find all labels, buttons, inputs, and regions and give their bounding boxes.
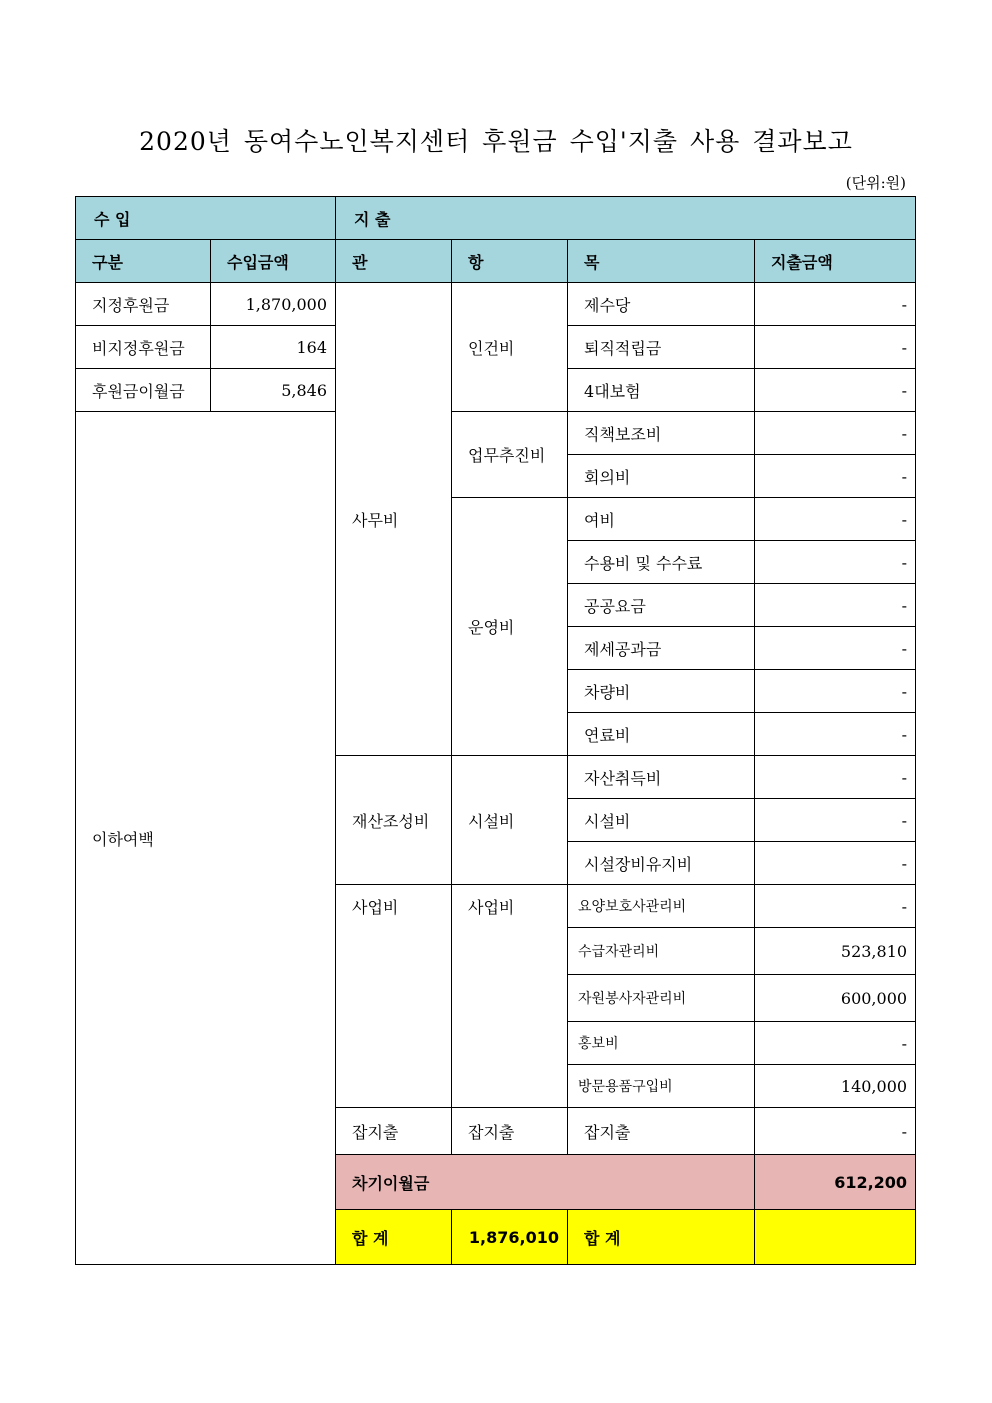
expense-amount: - [755,670,916,713]
mok-label: 퇴직적립금 [568,326,755,369]
income-total-amount: 1,876,010 [452,1210,568,1265]
mok-label: 제수당 [568,283,755,326]
hang-personnel: 인건비 [452,283,568,412]
mok-label: 회의비 [568,455,755,498]
income-label: 비지정후원금 [76,326,211,369]
mok-label: 자원봉사자관리비 [568,975,755,1022]
expense-amount: - [755,713,916,756]
expense-total-label: 합 계 [568,1210,755,1265]
unit-note: (단위:원) [845,174,906,192]
expense-amount: - [755,756,916,799]
gwan-property: 재산조성비 [336,756,452,885]
report-table [75,196,916,1265]
expense-amount: 140,000 [755,1065,916,1108]
expense-amount: - [755,627,916,670]
expense-amount: - [755,584,916,627]
mok-label: 자산취득비 [568,756,755,799]
hang-facility: 시설비 [452,756,568,885]
gwan-misc: 잡지출 [336,1108,452,1155]
hang-header: 항 [452,240,568,283]
hang-business: 사업비 [452,885,568,1108]
mok-label: 홍보비 [568,1022,755,1065]
expense-amount: - [755,799,916,842]
expense-amount: - [755,283,916,326]
mok-label: 시설비 [568,799,755,842]
expense-amount: - [755,1108,916,1155]
expense-amount-header: 지출금액 [755,240,916,283]
mok-label: 4대보험 [568,369,755,412]
category-header: 구분 [76,240,211,283]
mok-label: 제세공과금 [568,627,755,670]
hang-misc: 잡지출 [452,1108,568,1155]
hang-promotion: 업무추진비 [452,412,568,498]
expense-amount: - [755,412,916,455]
expense-amount: - [755,1022,916,1065]
mok-label: 차량비 [568,670,755,713]
hang-operation: 운영비 [452,498,568,756]
income-total-label: 합 계 [336,1210,452,1265]
income-amount-header: 수입금액 [211,240,336,283]
header-row-2 [76,240,916,283]
gwan-header: 관 [336,240,452,283]
mok-label: 공공요금 [568,584,755,627]
carryover-label: 차기이월금 [336,1155,755,1210]
income-amount: 164 [211,326,336,369]
expense-amount: - [755,842,916,885]
expense-amount: 523,810 [755,928,916,975]
expense-header: 지 출 [336,197,916,240]
expense-amount: - [755,326,916,369]
header-row-1 [76,197,916,240]
mok-label: 여비 [568,498,755,541]
expense-amount: 600,000 [755,975,916,1022]
expense-amount: - [755,498,916,541]
income-label: 후원금이월금 [76,369,211,412]
expense-amount: - [755,369,916,412]
mok-header: 목 [568,240,755,283]
mok-label: 시설장비유지비 [568,842,755,885]
mok-label: 요양보호사관리비 [568,885,755,928]
expense-amount: - [755,455,916,498]
mok-label: 방문용품구입비 [568,1065,755,1108]
document-title: 2020년 동여수노인복지센터 후원금 수입'지출 사용 결과보고 [139,127,853,156]
income-amount: 5,846 [211,369,336,412]
mok-label: 수용비 및 수수료 [568,541,755,584]
blank-note: 이하여백 [76,412,336,1265]
expense-amount: - [755,885,916,928]
gwan-business: 사업비 [336,885,452,1108]
mok-label: 연료비 [568,713,755,756]
carryover-amount: 612,200 [755,1155,916,1210]
total-blank-cell [755,1210,916,1265]
mok-label: 수급자관리비 [568,928,755,975]
table-row [76,283,916,326]
expense-amount: - [755,541,916,584]
income-header: 수 입 [76,197,336,240]
income-amount: 1,870,000 [211,283,336,326]
mok-label: 직책보조비 [568,412,755,455]
income-label: 지정후원금 [76,283,211,326]
gwan-office: 사무비 [336,283,452,756]
table-row [76,412,916,455]
mok-label: 잡지출 [568,1108,755,1155]
